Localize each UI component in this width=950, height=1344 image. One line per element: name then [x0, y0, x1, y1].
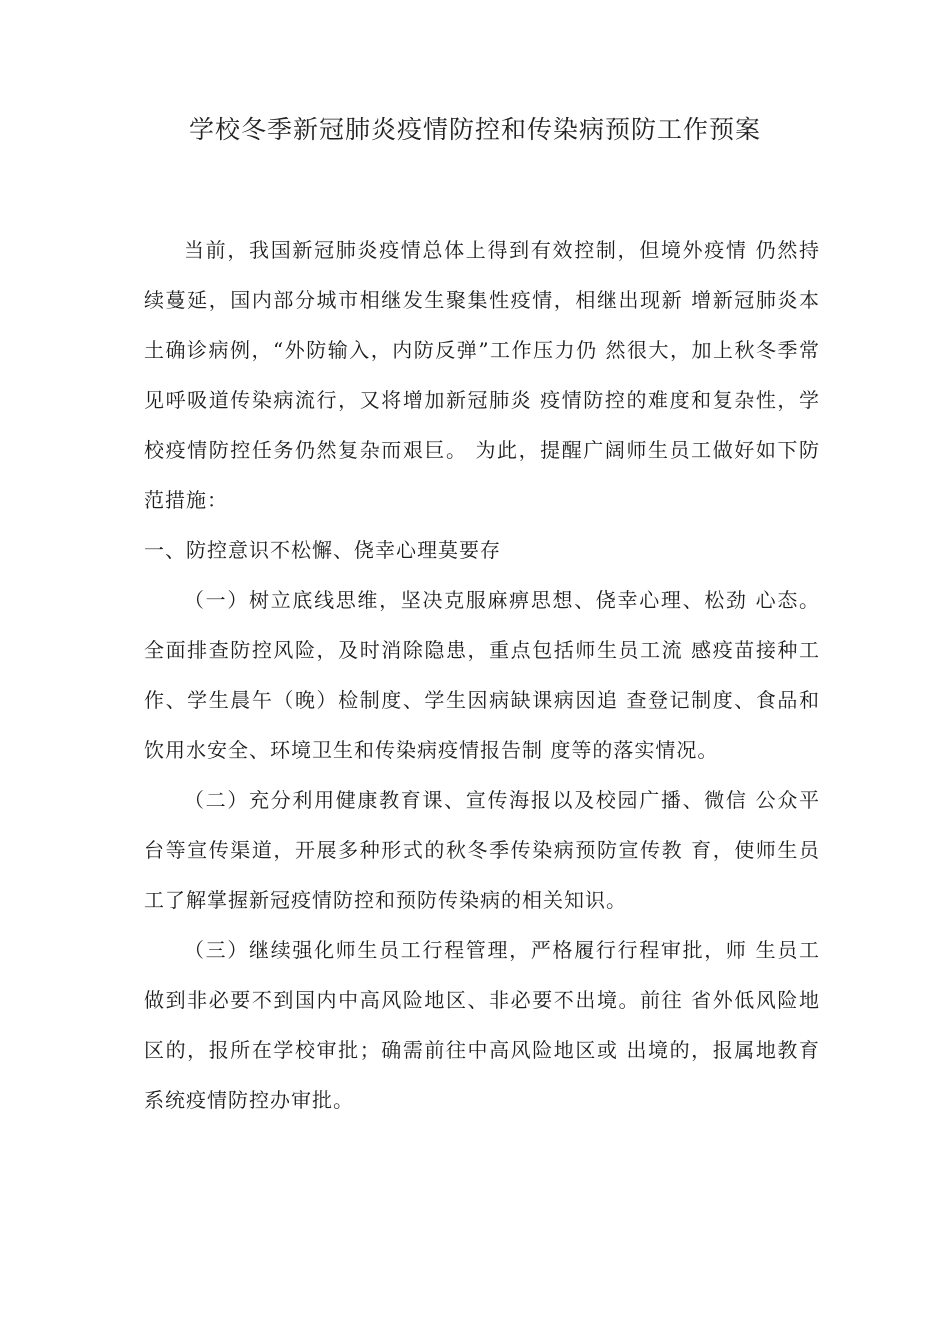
item-paragraph-1: （一）树立底线思维，坚决克服麻痹思想、侥幸心理、松劲 心态。全面排查防控风险，及时消除隐患，重点包括师生员工流 感疫苗接种工作、学生晨午（晚）检制度、学生因病缺课病因追 查登记制度、食品和饮用水安全、环境卫生和传染病疫情报告制 度等的落实情况。: [144, 588, 820, 762]
item-paragraph-3: （三）继续强化师生员工行程管理，严格履行行程审批，师 生员工做到非必要不到国内中高风险地区、非必要不出境。前往 省外低风险地区的，报所在学校审批；确需前往中高风险地区或 出境的，报属地教育系统疫情防控办审批。: [144, 938, 820, 1112]
intro-paragraph: 当前，我国新冠肺炎疫情总体上得到有效控制，但境外疫情 仍然持续蔓延，国内部分城市相继发生聚集性疫情，相继出现新 增新冠肺炎本土确诊病例，“外防输入，内防反弹”工作压力仍 然很大，加上秋冬季常见呼吸道传染病流行，又将增加新冠肺炎 疫情防控的难度和复杂性，学校疫情防控任务仍然复杂而艰巨。 为此，提醒广阔师生员工做好如下防范措施：: [144, 238, 820, 512]
item-paragraph-2: （二）充分利用健康教育课、宣传海报以及校园广播、微信 公众平台等宣传渠道，开展多种形式的秋冬季传染病预防宣传教 育，使师生员工了解掌握新冠疫情防控和预防传染病的相关知识。: [144, 788, 820, 912]
document-body: [144, 225, 820, 1125]
document-title: 学校冬季新冠肺炎疫情防控和传染病预防工作预案: [188, 115, 761, 144]
section-heading-1: 一、防控意识不松懈、侥幸心理莫要存: [144, 538, 501, 562]
